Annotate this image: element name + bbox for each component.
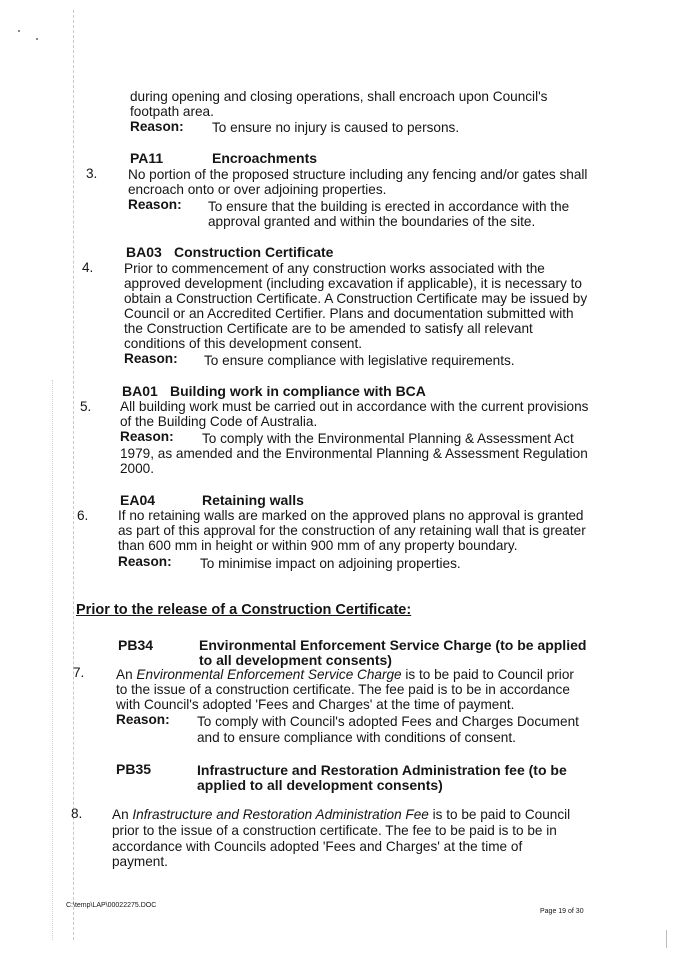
text-run: An [112, 807, 133, 822]
reason-text: approval granted and within the boundaries of the site. [208, 214, 536, 229]
body-line: than 600 mm in height or within 900 mm of any property boundary. [118, 538, 518, 553]
italic-term: Infrastructure and Restoration Administration Fee [132, 807, 429, 822]
body-line: Prior to commencement of any construction works associated with the [124, 261, 545, 276]
body-line: prior to the issue of a construction certificate. The fee to be paid is to be in [112, 823, 557, 838]
reason-text: To comply with the Environmental Planning & Assessment Act [202, 431, 574, 446]
condition-code: EA04 [120, 492, 156, 508]
text-run: is to be paid to Council [428, 807, 571, 822]
reason-label: Reason: [118, 554, 172, 569]
body-line: encroach onto or over adjoining properties. [128, 182, 387, 197]
condition-title: Encroachments [212, 150, 318, 166]
condition-number: 4. [82, 260, 94, 275]
reason-text: 2000. [120, 461, 155, 476]
condition-number: 5. [80, 399, 92, 414]
reason-text: 1979, as amended and the Environmental Planning & Assessment Regulation [120, 446, 588, 461]
reason-text: To ensure no injury is caused to persons. [212, 120, 460, 135]
body-line [116, 668, 574, 682]
footer-path: C:\temp\LAP\00022275.DOC [66, 902, 157, 909]
condition-title: to all development consents) [199, 652, 392, 668]
scan-speck [18, 30, 20, 32]
body-line: conditions of this development consent. [124, 336, 363, 351]
condition-number: 8. [71, 806, 83, 821]
condition-code: BA03 [126, 244, 162, 260]
condition-number: 6. [77, 508, 89, 523]
condition-number: 3. [86, 166, 98, 181]
reason-label: Reason: [120, 429, 174, 444]
reason-text: and to ensure compliance with conditions of consent. [197, 730, 516, 745]
body-line: approved development (including excavation if applicable), it is necessary to [124, 276, 582, 291]
condition-number: 7. [73, 665, 85, 680]
reason-text: To comply with Council's adopted Fees and Charges Document [197, 714, 579, 729]
page-number: Page 19 of 30 [540, 908, 584, 915]
body-line: footpath area. [130, 104, 214, 119]
body-line [112, 808, 570, 822]
condition-title: Building work in compliance with BCA [170, 383, 426, 399]
condition-title: Construction Certificate [174, 244, 334, 260]
scan-speck [36, 38, 38, 40]
body-line: If no retaining walls are marked on the approved plans no approval is granted [118, 508, 584, 523]
italic-term: Environmental Enforcement Service Charge [136, 667, 402, 682]
text-run: An [116, 667, 137, 682]
body-line: the Construction Certificate are to be amended to satisfy all relevant [124, 321, 533, 336]
body-line: of the Building Code of Australia. [120, 414, 318, 429]
body-line: during opening and closing operations, shall encroach upon Council's [130, 89, 548, 104]
body-line: No portion of the proposed structure including any fencing and/or gates shall [128, 167, 588, 182]
body-line: Council or an Accredited Certifier. Plans and documentation submitted with [124, 306, 574, 321]
reason-label: Reason: [128, 197, 182, 212]
text-run: is to be paid to Council prior [401, 667, 574, 682]
condition-code: PA11 [130, 150, 164, 166]
body-line: accordance with Councils adopted 'Fees and Charges' at the time of [112, 839, 523, 854]
body-line: payment. [112, 854, 168, 869]
section-heading: Prior to the release of a Construction Certificate: [76, 602, 412, 618]
reason-label: Reason: [116, 712, 170, 727]
body-line: with Council's adopted 'Fees and Charges' at the time of payment. [116, 697, 515, 712]
condition-title: Environmental Enforcement Service Charge (to be applied [199, 637, 587, 653]
condition-title: Retaining walls [202, 492, 304, 508]
reason-label: Reason: [124, 351, 178, 366]
condition-code: PB35 [116, 761, 152, 777]
condition-title: applied to all development consents) [197, 777, 443, 793]
body-line: All building work must be carried out in accordance with the current provisions [120, 399, 589, 414]
body-line: as part of this approval for the construction of any retaining wall that is greater [118, 523, 586, 538]
body-line: to the issue of a construction certificate. The fee paid is to be in accordance [116, 682, 570, 697]
reason-text: To ensure that the building is erected in accordance with the [208, 199, 570, 214]
reason-text: To minimise impact on adjoining properties. [200, 556, 461, 571]
body-line: obtain a Construction Certificate. A Construction Certificate may be issued by [124, 291, 588, 306]
reason-text: To ensure compliance with legislative requirements. [204, 353, 515, 368]
condition-code: BA01 [122, 383, 158, 399]
scan-mark [666, 930, 667, 948]
edge-line [52, 380, 53, 940]
condition-code: PB34 [118, 637, 154, 653]
condition-title: Infrastructure and Restoration Administration fee (to be [197, 762, 567, 778]
reason-label: Reason: [130, 119, 184, 134]
margin-line [73, 10, 74, 940]
